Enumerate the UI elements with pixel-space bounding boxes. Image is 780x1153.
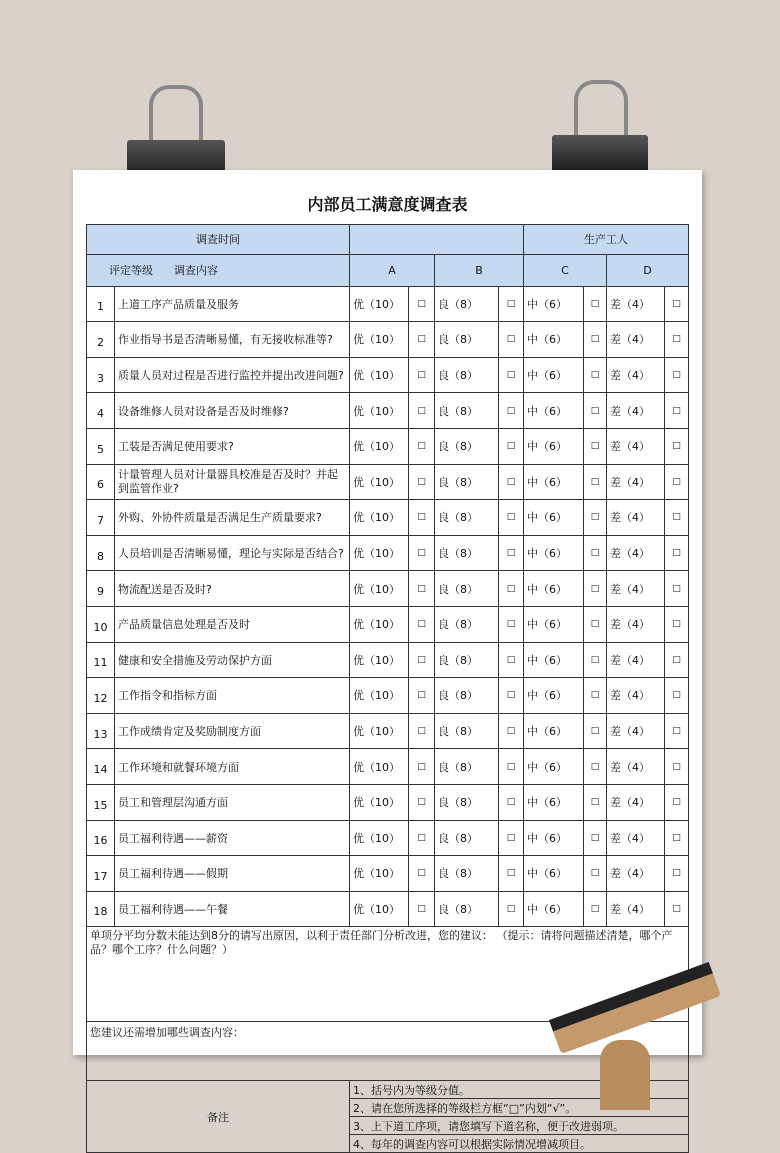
option-checkbox[interactable]: □ xyxy=(584,535,607,571)
row-number: 7 xyxy=(87,500,115,536)
option-checkbox[interactable]: □ xyxy=(409,286,435,322)
option-checkbox[interactable]: □ xyxy=(665,820,689,856)
option-label: 良（8） xyxy=(435,535,499,571)
option-checkbox[interactable]: □ xyxy=(409,535,435,571)
option-checkbox[interactable]: □ xyxy=(499,856,524,892)
option-checkbox[interactable]: □ xyxy=(665,322,689,358)
table-row xyxy=(87,856,689,892)
option-label: 良（8） xyxy=(435,856,499,892)
option-checkbox[interactable]: □ xyxy=(409,856,435,892)
option-label: 中（6） xyxy=(524,749,584,785)
item-text: 工作成绩肯定及奖励制度方面 xyxy=(115,713,350,749)
survey-content-label: 调查内容 xyxy=(173,264,218,278)
option-label: 优（10） xyxy=(350,820,409,856)
option-label: 差（4） xyxy=(607,357,665,393)
row-number: 17 xyxy=(87,856,115,892)
option-label: 良（8） xyxy=(435,606,499,642)
option-label: 良（8） xyxy=(435,891,499,927)
option-checkbox[interactable]: □ xyxy=(409,393,435,429)
option-label: 良（8） xyxy=(435,749,499,785)
item-text: 计量管理人员对计量器具校准是否及时？并起到监管作业? xyxy=(115,464,350,500)
table-row xyxy=(87,428,689,464)
add-content-box[interactable]: 您建议还需增加哪些调查内容： xyxy=(87,1022,689,1081)
item-text: 产品质量信息处理是否及时 xyxy=(115,606,350,642)
row-number: 18 xyxy=(87,891,115,927)
item-text: 上道工序产品质量及服务 xyxy=(115,286,350,322)
option-checkbox[interactable]: □ xyxy=(409,713,435,749)
row-number: 3 xyxy=(87,357,115,393)
stamp-handle xyxy=(600,1040,650,1110)
option-label: 差（4） xyxy=(607,820,665,856)
option-label: 差（4） xyxy=(607,784,665,820)
option-checkbox[interactable]: □ xyxy=(409,606,435,642)
option-checkbox[interactable]: □ xyxy=(499,535,524,571)
option-label: 差（4） xyxy=(607,891,665,927)
option-label: 优（10） xyxy=(350,784,409,820)
option-label: 良（8） xyxy=(435,393,499,429)
option-label: 差（4） xyxy=(607,393,665,429)
option-label: 良（8） xyxy=(435,357,499,393)
option-checkbox[interactable]: □ xyxy=(665,500,689,536)
option-checkbox[interactable]: □ xyxy=(665,606,689,642)
option-checkbox[interactable]: □ xyxy=(499,606,524,642)
option-checkbox[interactable]: □ xyxy=(499,428,524,464)
note-1: 1、括号内为等级分值。 xyxy=(350,1081,689,1099)
option-checkbox[interactable]: □ xyxy=(665,428,689,464)
option-label: 良（8） xyxy=(435,784,499,820)
option-checkbox[interactable]: □ xyxy=(665,784,689,820)
option-checkbox[interactable]: □ xyxy=(584,606,607,642)
item-text: 外购、外协件质量是否满足生产质量要求? xyxy=(115,500,350,536)
option-checkbox[interactable]: □ xyxy=(584,393,607,429)
table-row xyxy=(87,891,689,927)
option-checkbox[interactable]: □ xyxy=(499,464,524,500)
survey-time-label: 调查时间 xyxy=(87,225,350,255)
option-checkbox[interactable]: □ xyxy=(499,500,524,536)
option-checkbox[interactable]: □ xyxy=(409,678,435,714)
option-label: 差（4） xyxy=(607,642,665,678)
option-label: 差（4） xyxy=(607,571,665,607)
option-checkbox[interactable]: □ xyxy=(409,500,435,536)
option-checkbox[interactable]: □ xyxy=(584,891,607,927)
item-text: 健康和安全措施及劳动保护方面 xyxy=(115,642,350,678)
table-row xyxy=(87,571,689,607)
item-text: 设备维修人员对设备是否及时维修? xyxy=(115,393,350,429)
option-checkbox[interactable]: □ xyxy=(499,286,524,322)
option-label: 差（4） xyxy=(607,286,665,322)
table-row xyxy=(87,500,689,536)
option-label: 中（6） xyxy=(524,535,584,571)
option-label: 优（10） xyxy=(350,322,409,358)
option-label: 差（4） xyxy=(607,535,665,571)
option-checkbox[interactable]: □ xyxy=(584,678,607,714)
option-label: 优（10） xyxy=(350,606,409,642)
row-number: 14 xyxy=(87,749,115,785)
item-text: 质量人员对过程是否进行监控并提出改进问题? xyxy=(115,357,350,393)
option-checkbox[interactable]: □ xyxy=(409,784,435,820)
table-row xyxy=(87,322,689,358)
option-checkbox[interactable]: □ xyxy=(584,571,607,607)
option-checkbox[interactable]: □ xyxy=(584,500,607,536)
option-label: 优（10） xyxy=(350,535,409,571)
option-checkbox[interactable]: □ xyxy=(665,357,689,393)
item-text: 人员培训是否清晰易懂，理论与实际是否结合? xyxy=(115,535,350,571)
option-checkbox[interactable]: □ xyxy=(665,535,689,571)
item-text: 作业指导书是否清晰易懂，有无接收标准等? xyxy=(115,322,350,358)
survey-time-value[interactable] xyxy=(350,225,524,255)
option-label: 良（8） xyxy=(435,286,499,322)
option-checkbox[interactable]: □ xyxy=(584,856,607,892)
option-label: 优（10） xyxy=(350,642,409,678)
option-label: 差（4） xyxy=(607,464,665,500)
option-label: 优（10） xyxy=(350,713,409,749)
row-number: 10 xyxy=(87,606,115,642)
option-checkbox[interactable]: □ xyxy=(665,713,689,749)
option-label: 差（4） xyxy=(607,856,665,892)
option-label: 差（4） xyxy=(607,606,665,642)
option-label: 优（10） xyxy=(350,464,409,500)
rating-level-label: 评定等级 xyxy=(109,264,153,278)
option-checkbox[interactable]: □ xyxy=(499,393,524,429)
table-row xyxy=(87,393,689,429)
option-checkbox[interactable]: □ xyxy=(665,678,689,714)
option-label: 良（8） xyxy=(435,428,499,464)
table-row xyxy=(87,464,689,500)
row-number: 13 xyxy=(87,713,115,749)
row-number: 11 xyxy=(87,642,115,678)
row-number: 1 xyxy=(87,286,115,322)
row-number: 8 xyxy=(87,535,115,571)
option-label: 优（10） xyxy=(350,500,409,536)
option-label: 中（6） xyxy=(524,678,584,714)
grade-c: C xyxy=(524,254,607,286)
row-number: 16 xyxy=(87,820,115,856)
option-checkbox[interactable]: □ xyxy=(665,749,689,785)
table-row xyxy=(87,535,689,571)
option-checkbox[interactable]: □ xyxy=(499,784,524,820)
option-label: 优（10） xyxy=(350,891,409,927)
note-4: 4、每年的调查内容可以根据实际情况增减项目。 xyxy=(350,1135,689,1153)
option-label: 中（6） xyxy=(524,393,584,429)
option-label: 良（8） xyxy=(435,678,499,714)
item-text: 员工福利待遇——午餐 xyxy=(115,891,350,927)
table-row xyxy=(87,749,689,785)
option-label: 中（6） xyxy=(524,286,584,322)
option-label: 中（6） xyxy=(524,642,584,678)
option-checkbox[interactable]: □ xyxy=(665,286,689,322)
option-label: 良（8） xyxy=(435,820,499,856)
option-checkbox[interactable]: □ xyxy=(665,571,689,607)
option-label: 中（6） xyxy=(524,606,584,642)
table-row xyxy=(87,286,689,322)
item-text: 工作环境和就餐环境方面 xyxy=(115,749,350,785)
table-row xyxy=(87,820,689,856)
option-label: 优（10） xyxy=(350,678,409,714)
option-label: 中（6） xyxy=(524,713,584,749)
option-checkbox[interactable]: □ xyxy=(665,393,689,429)
row-number: 5 xyxy=(87,428,115,464)
option-label: 差（4） xyxy=(607,428,665,464)
option-label: 中（6） xyxy=(524,322,584,358)
option-label: 良（8） xyxy=(435,571,499,607)
option-label: 优（10） xyxy=(350,856,409,892)
option-label: 中（6） xyxy=(524,820,584,856)
option-checkbox[interactable]: □ xyxy=(584,464,607,500)
option-label: 差（4） xyxy=(607,322,665,358)
option-checkbox[interactable]: □ xyxy=(665,856,689,892)
table-row xyxy=(87,357,689,393)
table-row xyxy=(87,713,689,749)
row-number: 2 xyxy=(87,322,115,358)
option-label: 中（6） xyxy=(524,891,584,927)
notes-label: 备注 xyxy=(87,1081,350,1153)
option-checkbox[interactable]: □ xyxy=(499,571,524,607)
option-label: 优（10） xyxy=(350,393,409,429)
option-checkbox[interactable]: □ xyxy=(499,322,524,358)
option-label: 良（8） xyxy=(435,713,499,749)
option-checkbox[interactable]: □ xyxy=(584,713,607,749)
item-text: 员工福利待遇——假期 xyxy=(115,856,350,892)
table-row xyxy=(87,784,689,820)
option-label: 良（8） xyxy=(435,464,499,500)
table-row xyxy=(87,678,689,714)
option-checkbox[interactable]: □ xyxy=(665,464,689,500)
table-row xyxy=(87,642,689,678)
option-checkbox[interactable]: □ xyxy=(665,891,689,927)
grade-b: B xyxy=(435,254,524,286)
option-checkbox[interactable]: □ xyxy=(665,642,689,678)
item-text: 工作指令和指标方面 xyxy=(115,678,350,714)
option-checkbox[interactable]: □ xyxy=(499,357,524,393)
grade-a: A xyxy=(350,254,435,286)
item-text: 员工福利待遇——薪资 xyxy=(115,820,350,856)
option-checkbox[interactable]: □ xyxy=(409,428,435,464)
option-checkbox[interactable]: □ xyxy=(409,322,435,358)
option-label: 优（10） xyxy=(350,428,409,464)
option-checkbox[interactable]: □ xyxy=(409,891,435,927)
survey-sheet xyxy=(73,170,702,1151)
option-label: 优（10） xyxy=(350,571,409,607)
option-checkbox[interactable]: □ xyxy=(409,464,435,500)
option-checkbox[interactable]: □ xyxy=(584,357,607,393)
option-label: 良（8） xyxy=(435,500,499,536)
item-text: 员工和管理层沟通方面 xyxy=(115,784,350,820)
note-3: 3、上下道工序项，请您填写下道名称，便于改进弱项。 xyxy=(350,1117,689,1135)
table-row xyxy=(87,606,689,642)
option-checkbox[interactable]: □ xyxy=(499,891,524,927)
option-checkbox[interactable]: □ xyxy=(499,749,524,785)
option-checkbox[interactable]: □ xyxy=(584,820,607,856)
grade-d: D xyxy=(607,254,689,286)
suggestion-box[interactable]: 单项分平均分数未能达到8分的请写出原因，以利于责任部门分析改进，您的建议： （提示：请将问题描述清楚，哪个产品？哪个工序？什么问题？） xyxy=(87,927,689,1022)
option-checkbox[interactable]: □ xyxy=(584,286,607,322)
option-checkbox[interactable]: □ xyxy=(499,820,524,856)
option-label: 中（6） xyxy=(524,784,584,820)
item-text: 物流配送是否及时? xyxy=(115,571,350,607)
option-label: 中（6） xyxy=(524,464,584,500)
option-label: 中（6） xyxy=(524,571,584,607)
option-checkbox[interactable]: □ xyxy=(584,642,607,678)
row-number: 12 xyxy=(87,678,115,714)
option-checkbox[interactable]: □ xyxy=(584,322,607,358)
row-number: 9 xyxy=(87,571,115,607)
rating-content-header xyxy=(87,254,350,286)
option-checkbox[interactable]: □ xyxy=(584,784,607,820)
option-label: 中（6） xyxy=(524,856,584,892)
option-label: 差（4） xyxy=(607,678,665,714)
option-label: 优（10） xyxy=(350,286,409,322)
option-label: 优（10） xyxy=(350,357,409,393)
option-label: 中（6） xyxy=(524,500,584,536)
option-label: 差（4） xyxy=(607,500,665,536)
option-checkbox[interactable]: □ xyxy=(409,571,435,607)
option-label: 差（4） xyxy=(607,749,665,785)
option-checkbox[interactable]: □ xyxy=(584,749,607,785)
row-number: 15 xyxy=(87,784,115,820)
option-label: 优（10） xyxy=(350,749,409,785)
option-checkbox[interactable]: □ xyxy=(409,357,435,393)
row-number: 4 xyxy=(87,393,115,429)
option-checkbox[interactable]: □ xyxy=(499,642,524,678)
page-title: 内部员工满意度调查表 xyxy=(307,195,468,214)
option-checkbox[interactable]: □ xyxy=(409,749,435,785)
row-number: 6 xyxy=(87,464,115,500)
option-checkbox[interactable]: □ xyxy=(584,428,607,464)
option-checkbox[interactable]: □ xyxy=(409,642,435,678)
note-2: 2、请在您所选择的等级栏方框“□”内划“√”。 xyxy=(350,1099,689,1117)
option-label: 差（4） xyxy=(607,713,665,749)
item-text: 工装是否满足使用要求? xyxy=(115,428,350,464)
option-checkbox[interactable]: □ xyxy=(409,820,435,856)
option-checkbox[interactable]: □ xyxy=(499,713,524,749)
option-checkbox[interactable]: □ xyxy=(499,678,524,714)
option-label: 良（8） xyxy=(435,642,499,678)
option-label: 中（6） xyxy=(524,428,584,464)
option-label: 良（8） xyxy=(435,322,499,358)
group-label: 生产工人 xyxy=(524,225,689,255)
option-label: 中（6） xyxy=(524,357,584,393)
